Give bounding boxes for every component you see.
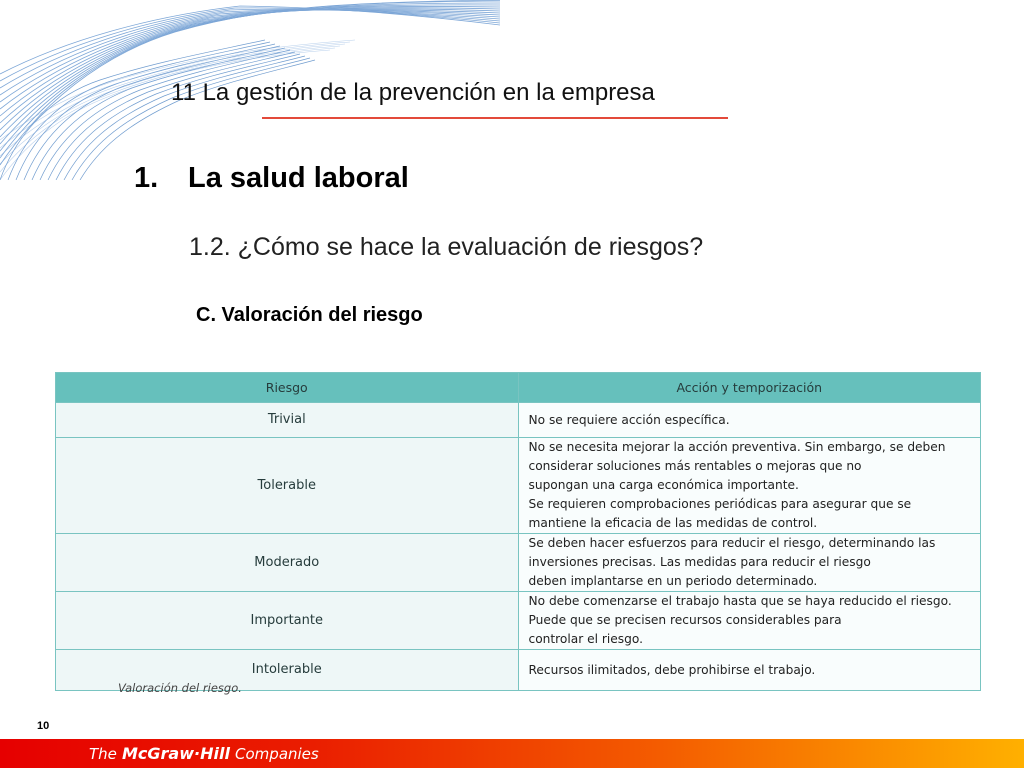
section-title: La salud laboral — [188, 162, 409, 194]
risk-action-text: No debe comenzarse el trabajo hasta que se haya reducido el riesgo. Puede que se precisen recursos considerables para — [528, 594, 952, 627]
table-row-tolerable — [56, 438, 981, 534]
risk-level-tolerable: Tolerable — [56, 438, 519, 534]
subsection-title: 1.2. ¿Cómo se hace la evaluación de riesgos? — [189, 233, 704, 261]
chapter-title: 11 La gestión de la prevención en la empresa — [171, 79, 655, 106]
table-row-moderado — [56, 534, 981, 592]
footer-bar — [0, 739, 1024, 768]
risk-action-tolerable — [518, 438, 981, 534]
risk-action-importante — [518, 592, 981, 650]
publisher-logo-companies: Companies — [235, 745, 319, 763]
subsubsection-title: C. Valoración del riesgo — [196, 304, 423, 326]
risk-column-header: Riesgo — [56, 373, 519, 403]
risk-action-text: deben implantarse en un periodo determinado. — [528, 574, 818, 588]
risk-action-text: Recursos ilimitados, debe prohibirse el trabajo. — [528, 662, 816, 677]
risk-level-moderado: Moderado — [56, 534, 519, 592]
risk-assessment-table — [55, 372, 981, 691]
risk-action-text: No se necesita mejorar la acción preventiva. Sin embargo, se deben considerar soluciones más rentables o mejoras que no — [528, 440, 946, 473]
publisher-logo-brand: McGraw·Hill — [122, 744, 230, 763]
table-row-trivial — [56, 403, 981, 438]
section-number: 1. — [134, 162, 159, 194]
publisher-logo-the: The — [89, 745, 117, 763]
chapter-title-divider — [262, 117, 728, 119]
risk-action-text: Se requieren comprobaciones periódicas para asegurar que se mantiene la eficacia de las medidas de control. — [528, 497, 912, 530]
risk-action-text: Se deben hacer esfuerzos para reducir el riesgo, determinando las inversiones precisas. Las medidas para reducir el riesgo — [528, 536, 936, 569]
risk-action-intolerable — [518, 650, 981, 691]
risk-action-text: controlar el riesgo. — [528, 632, 643, 646]
table-header-row — [56, 373, 981, 403]
page-number: 10 — [37, 720, 50, 732]
risk-action-trivial — [518, 403, 981, 438]
action-column-header: Acción y temporización — [518, 373, 981, 403]
risk-action-moderado — [518, 534, 981, 592]
risk-level-intolerable: Intolerable — [56, 650, 519, 691]
risk-action-text: No se requiere acción específica. — [528, 412, 730, 427]
publisher-logo — [89, 744, 319, 764]
risk-level-trivial: Trivial — [56, 403, 519, 438]
risk-action-text: supongan una carga económica importante. — [528, 478, 799, 492]
risk-level-importante: Importante — [56, 592, 519, 650]
table-row-importante — [56, 592, 981, 650]
table-caption: Valoración del riesgo. — [118, 681, 242, 695]
